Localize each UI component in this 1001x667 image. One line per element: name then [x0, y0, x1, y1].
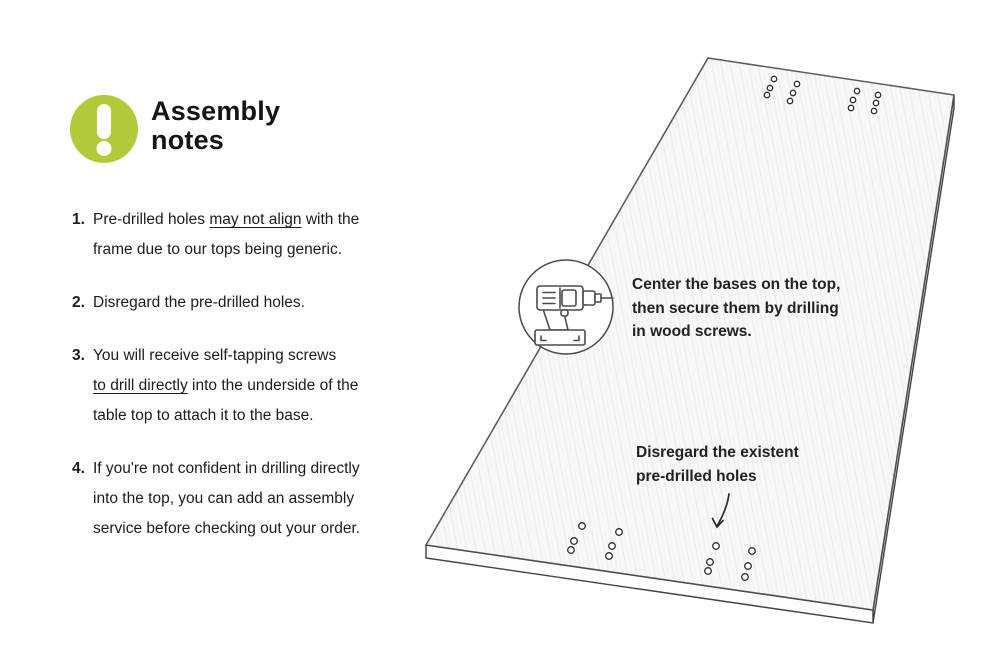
- drill-hole: [771, 76, 776, 81]
- drill-hole: [571, 538, 578, 545]
- note-number: 2.: [72, 294, 85, 311]
- drill-hole: [749, 548, 756, 555]
- drill-hole: [848, 105, 853, 110]
- note-text-line: Disregard the pre-drilled holes.: [93, 294, 305, 311]
- drill-hole: [790, 90, 795, 95]
- note-item: [72, 288, 412, 318]
- drill-hole: [705, 568, 712, 575]
- drill-hole: [787, 98, 792, 103]
- page-title-line: Assembly: [151, 96, 281, 126]
- header: [70, 95, 280, 163]
- drill-callout-line: in wood screws.: [632, 323, 752, 340]
- note-text-line: service before checking out your order.: [93, 520, 361, 537]
- note-text-line: If you're not confident in drilling directly: [93, 460, 360, 477]
- holes-callout-text: [636, 441, 799, 488]
- drill-hole: [850, 97, 855, 102]
- page-title: [151, 95, 280, 155]
- note-text-line: into the top, you can add an assembly: [93, 490, 355, 507]
- note-number: 3.: [72, 347, 85, 364]
- drill-hole: [794, 81, 799, 86]
- note-text-line: table top to attach it to the base.: [93, 407, 314, 424]
- drill-hole: [767, 85, 772, 90]
- drill-hole: [579, 523, 586, 530]
- drill-hole: [713, 543, 720, 550]
- exclamation-icon: [70, 95, 138, 163]
- drill-hole: [854, 88, 859, 93]
- note-text: [93, 341, 358, 431]
- drill-hole: [616, 529, 623, 536]
- note-text-line: to drill directly into the underside of the: [93, 377, 359, 394]
- note-item: [72, 205, 412, 265]
- drill-hole: [871, 108, 876, 113]
- note-number: 1.: [72, 211, 85, 228]
- drill-hole: [568, 547, 575, 554]
- drill-hole: [707, 559, 714, 566]
- note-text-line: Pre-drilled holes may not align with the: [93, 211, 360, 228]
- drill-callout-line: Center the bases on the top,: [632, 276, 841, 293]
- drill-hole: [742, 574, 749, 581]
- note-text-line: frame due to our tops being generic.: [93, 241, 343, 258]
- holes-callout-line: Disregard the existent: [636, 444, 799, 461]
- page-title-line: notes: [151, 125, 225, 155]
- drill-hole: [745, 563, 752, 570]
- note-number: 4.: [72, 460, 85, 477]
- note-text: [93, 454, 360, 544]
- drill-hole: [873, 100, 878, 105]
- drill-hole: [875, 92, 880, 97]
- note-text-line: You will receive self-tapping screws: [93, 347, 337, 364]
- note-text: [93, 205, 359, 265]
- note-text: [93, 288, 305, 318]
- drill-hole: [606, 553, 613, 560]
- notes-list: [72, 205, 412, 567]
- drill-callout-text: [632, 273, 840, 344]
- drill-callout-line: then secure them by drilling: [632, 299, 839, 317]
- note-item: [72, 341, 412, 431]
- drill-hole: [609, 543, 616, 550]
- holes-callout-line: pre-drilled holes: [636, 467, 757, 485]
- drill-hole: [764, 92, 769, 97]
- note-item: [72, 454, 412, 544]
